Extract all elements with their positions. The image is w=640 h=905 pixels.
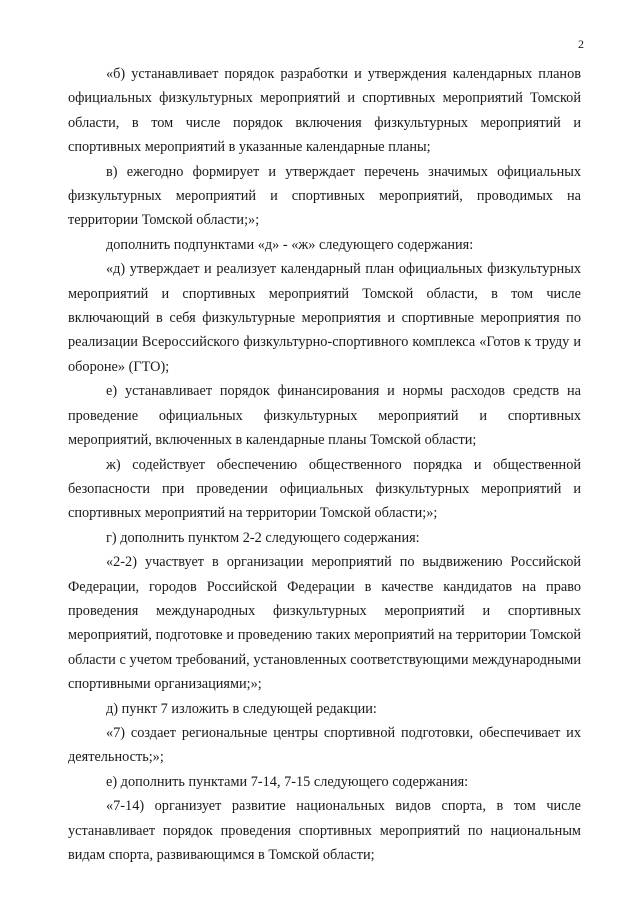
paragraph-b: «б) устанавливает порядок разработки и утверждения календарных планов официальных физкультурных мероприятий и спортивных мероприятий Томской области, в том числе порядок включения физкультурных мероприятий и спортивных мероприятий в указанные календарные планы; <box>68 66 581 156</box>
paragraph-d: «д) утверждает и реализует календарный план официальных физкультурных мероприятий и спортивных мероприятий Томской области, в том числе включающий в себя физкультурные мероприятия и спортивные мероприятия по реализации Всероссийского физкультурно-спортивного комплекса «Готов к труду и обороне» (ГТО); <box>68 261 581 375</box>
paragraph-e: е) устанавливает порядок финансирования и нормы расходов средств на проведение официальных физкультурных мероприятий и спортивных мероприятий, включенных в календарные планы Томской области; <box>68 383 581 449</box>
paragraph-zh: ж) содействует обеспечению общественного порядка и общественной безопасности при проведении официальных физкультурных мероприятий и спортивных мероприятий на территории Томской области;»; <box>68 456 581 522</box>
paragraph-2-2: «2-2) участвует в организации мероприятий по выдвижению Российской Федерации, городов Российской Федерации в качестве кандидатов на право проведения международных физкультурных мероприятий и спортивных мероприятий, подготовке и проведению таких мероприятий на территории Томской области с учетом требований, установленных соответствующими международными спортивными организациями;»; <box>68 554 581 693</box>
paragraph-amend-d-zh: дополнить подпунктами «д» - «ж» следующего содержания: <box>106 236 474 253</box>
document-body <box>68 62 581 867</box>
page-number: 2 <box>578 37 584 51</box>
paragraph-e-heading: е) дополнить пунктами 7-14, 7-15 следующего содержания: <box>106 773 469 790</box>
paragraph-v: в) ежегодно формирует и утверждает перечень значимых официальных физкультурных мероприятий и спортивных мероприятий, проводимых на территории Томской области;»; <box>68 163 581 229</box>
paragraph-g-heading: г) дополнить пунктом 2-2 следующего содержания: <box>106 529 420 546</box>
paragraph-7: «7) создает региональные центры спортивной подготовки, обеспечивает их деятельность;»; <box>68 724 581 766</box>
paragraph-d-heading: д) пункт 7 изложить в следующей редакции: <box>106 700 377 717</box>
paragraph-7-14: «7-14) организует развитие национальных видов спорта, в том числе устанавливает порядок проведения спортивных мероприятий по национальным видам спорта, развивающимся в Томской области; <box>68 798 581 863</box>
